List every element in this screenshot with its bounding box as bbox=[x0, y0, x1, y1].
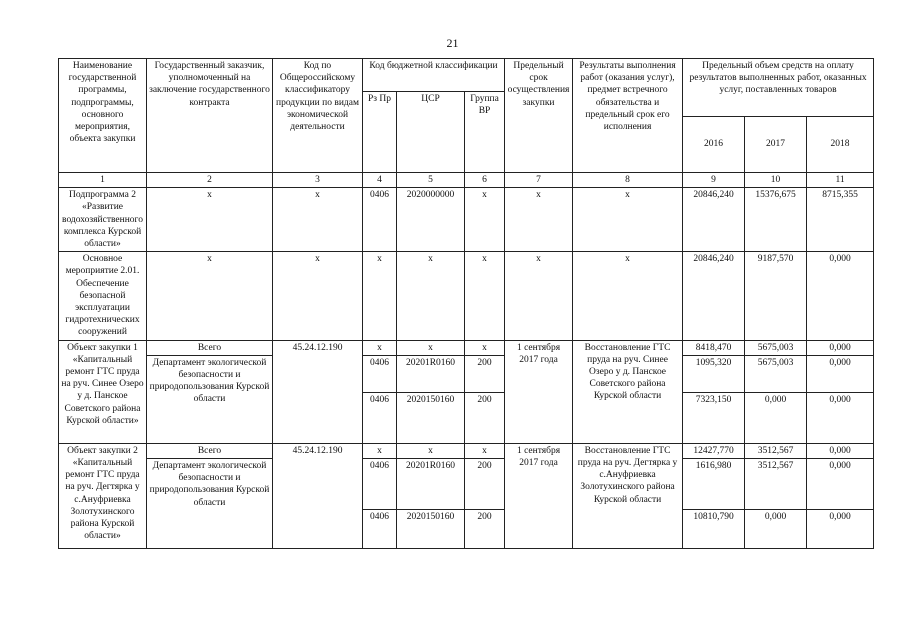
row-v2018: 0,000 bbox=[807, 355, 874, 392]
header-budget-code: Код бюджетной классификации bbox=[363, 59, 505, 92]
row-results: Восстановление ГТС пруда на руч. Дегтярка у с.Ануфриевка Золотухинского района Курской области bbox=[573, 443, 683, 548]
row-vr: 200 bbox=[465, 510, 505, 549]
row-v2017: 5675,003 bbox=[745, 340, 807, 355]
row-okpd: х bbox=[273, 252, 363, 340]
row-rzpr: х bbox=[363, 340, 397, 355]
row-v2017: 15376,675 bbox=[745, 188, 807, 252]
row-vr: 200 bbox=[465, 355, 505, 392]
row-rzpr: 0406 bbox=[363, 510, 397, 549]
row-rzpr: 0406 bbox=[363, 392, 397, 443]
col-num: 9 bbox=[683, 173, 745, 188]
row-csr: 2020150160 bbox=[397, 510, 465, 549]
table-row-object-2-total bbox=[59, 443, 874, 458]
header-name: Наименование государственной программы, подпрограммы, основного мероприятия, объекта закупки bbox=[59, 59, 147, 173]
col-num: 10 bbox=[745, 173, 807, 188]
col-num: 3 bbox=[273, 173, 363, 188]
row-v2016: 8418,470 bbox=[683, 340, 745, 355]
row-v2017: 0,000 bbox=[745, 392, 807, 443]
row-name: Объект закупки 1 «Капитальный ремонт ГТС пруда на руч. Синее Озеро у д. Панское Советского района Курской области» bbox=[59, 340, 147, 443]
col-num: 4 bbox=[363, 173, 397, 188]
table-row-main-event-2-01 bbox=[59, 252, 874, 340]
row-rzpr: х bbox=[363, 252, 397, 340]
row-v2017: 3512,567 bbox=[745, 443, 807, 458]
row-v2016: 7323,150 bbox=[683, 392, 745, 443]
row-v2016: 12427,770 bbox=[683, 443, 745, 458]
row-deadline: х bbox=[505, 188, 573, 252]
row-okpd: 45.24.12.190 bbox=[273, 443, 363, 548]
table-row-subprogram-2 bbox=[59, 188, 874, 252]
row-v2018: 0,000 bbox=[807, 392, 874, 443]
table-row-object-2-line-1 bbox=[59, 459, 874, 510]
row-vr: х bbox=[465, 443, 505, 458]
row-deadline: 1 сентября 2017 года bbox=[505, 443, 573, 548]
header-vr: Группа ВР bbox=[465, 92, 505, 173]
row-csr: 20201R0160 bbox=[397, 459, 465, 510]
row-v2018: 8715,355 bbox=[807, 188, 874, 252]
row-v2018: 0,000 bbox=[807, 252, 874, 340]
col-num: 2 bbox=[147, 173, 273, 188]
row-csr: х bbox=[397, 252, 465, 340]
row-results: х bbox=[573, 252, 683, 340]
page-number: 21 bbox=[446, 36, 459, 50]
header-okpd: Код по Общероссийскому классификатору продукции по видам экономической деятельности bbox=[273, 59, 363, 173]
header-results: Результаты выполнения работ (оказания услуг), предмет встречного обязательства и предельный срок его исполнения bbox=[573, 59, 683, 173]
row-v2016: 10810,790 bbox=[683, 510, 745, 549]
row-v2016: 20846,240 bbox=[683, 188, 745, 252]
table-row-object-1-line-1 bbox=[59, 355, 874, 392]
row-v2017: 5675,003 bbox=[745, 355, 807, 392]
row-vr: х bbox=[465, 340, 505, 355]
row-okpd: 45.24.12.190 bbox=[273, 340, 363, 443]
row-rzpr: 0406 bbox=[363, 355, 397, 392]
row-customer: Департамент экологической безопасности и природопользования Курской области bbox=[147, 355, 273, 443]
row-csr: 20201R0160 bbox=[397, 355, 465, 392]
row-name: Объект закупки 2 «Капитальный ремонт ГТС пруда на руч. Дегтярка у с.Ануфриевка Золотухинского района Курской области» bbox=[59, 443, 147, 548]
header-customer: Государственный заказчик, уполномоченный на заключение государственного контракта bbox=[147, 59, 273, 173]
row-deadline: х bbox=[505, 252, 573, 340]
row-vr: х bbox=[465, 252, 505, 340]
row-customer: х bbox=[147, 188, 273, 252]
row-v2017: 9187,570 bbox=[745, 252, 807, 340]
row-total-label: Всего bbox=[147, 443, 273, 458]
row-customer: Департамент экологической безопасности и природопользования Курской области bbox=[147, 459, 273, 549]
row-v2016: 20846,240 bbox=[683, 252, 745, 340]
header-year-2018: 2018 bbox=[807, 116, 874, 172]
row-v2016: 1095,320 bbox=[683, 355, 745, 392]
row-csr: 2020000000 bbox=[397, 188, 465, 252]
row-csr: 2020150160 bbox=[397, 392, 465, 443]
col-num: 1 bbox=[59, 173, 147, 188]
row-results: Восстановление ГТС пруда на руч. Синее Озеро у д. Панское Советского района Курской области bbox=[573, 340, 683, 443]
col-num: 8 bbox=[573, 173, 683, 188]
row-rzpr: 0406 bbox=[363, 188, 397, 252]
row-csr: х bbox=[397, 340, 465, 355]
row-v2016: 1616,980 bbox=[683, 459, 745, 510]
col-num: 7 bbox=[505, 173, 573, 188]
row-rzpr: х bbox=[363, 443, 397, 458]
header-row-1 bbox=[59, 59, 874, 92]
column-numbers-row bbox=[59, 173, 874, 188]
row-name: Подпрограмма 2 «Развитие водохозяйственного комплекса Курской области» bbox=[59, 188, 147, 252]
header-year-2017: 2017 bbox=[745, 116, 807, 172]
row-deadline: 1 сентября 2017 года bbox=[505, 340, 573, 443]
row-results: х bbox=[573, 188, 683, 252]
header-year-2016: 2016 bbox=[683, 116, 745, 172]
row-v2018: 0,000 bbox=[807, 443, 874, 458]
row-vr: 200 bbox=[465, 392, 505, 443]
header-rzpr: Рз Пр bbox=[363, 92, 397, 173]
header-deadline: Предельный срок осуществления закупки bbox=[505, 59, 573, 173]
col-num: 6 bbox=[465, 173, 505, 188]
table-row-object-1-total bbox=[59, 340, 874, 355]
header-csr: ЦСР bbox=[397, 92, 465, 173]
procurement-table bbox=[58, 58, 874, 549]
header-volume: Предельный объем средств на оплату результатов выполненных работ, оказанных услуг, поставленных товаров bbox=[683, 59, 874, 117]
row-vr: 200 bbox=[465, 459, 505, 510]
row-name: Основное мероприятие 2.01. Обеспечение безопасной эксплуатации гидротехнических сооружений bbox=[59, 252, 147, 340]
row-rzpr: 0406 bbox=[363, 459, 397, 510]
row-v2018: 0,000 bbox=[807, 340, 874, 355]
row-v2017: 3512,567 bbox=[745, 459, 807, 510]
row-customer: х bbox=[147, 252, 273, 340]
row-v2018: 0,000 bbox=[807, 510, 874, 549]
row-v2018: 0,000 bbox=[807, 459, 874, 510]
row-csr: х bbox=[397, 443, 465, 458]
col-num: 11 bbox=[807, 173, 874, 188]
row-vr: х bbox=[465, 188, 505, 252]
col-num: 5 bbox=[397, 173, 465, 188]
row-okpd: х bbox=[273, 188, 363, 252]
row-total-label: Всего bbox=[147, 340, 273, 355]
row-v2017: 0,000 bbox=[745, 510, 807, 549]
